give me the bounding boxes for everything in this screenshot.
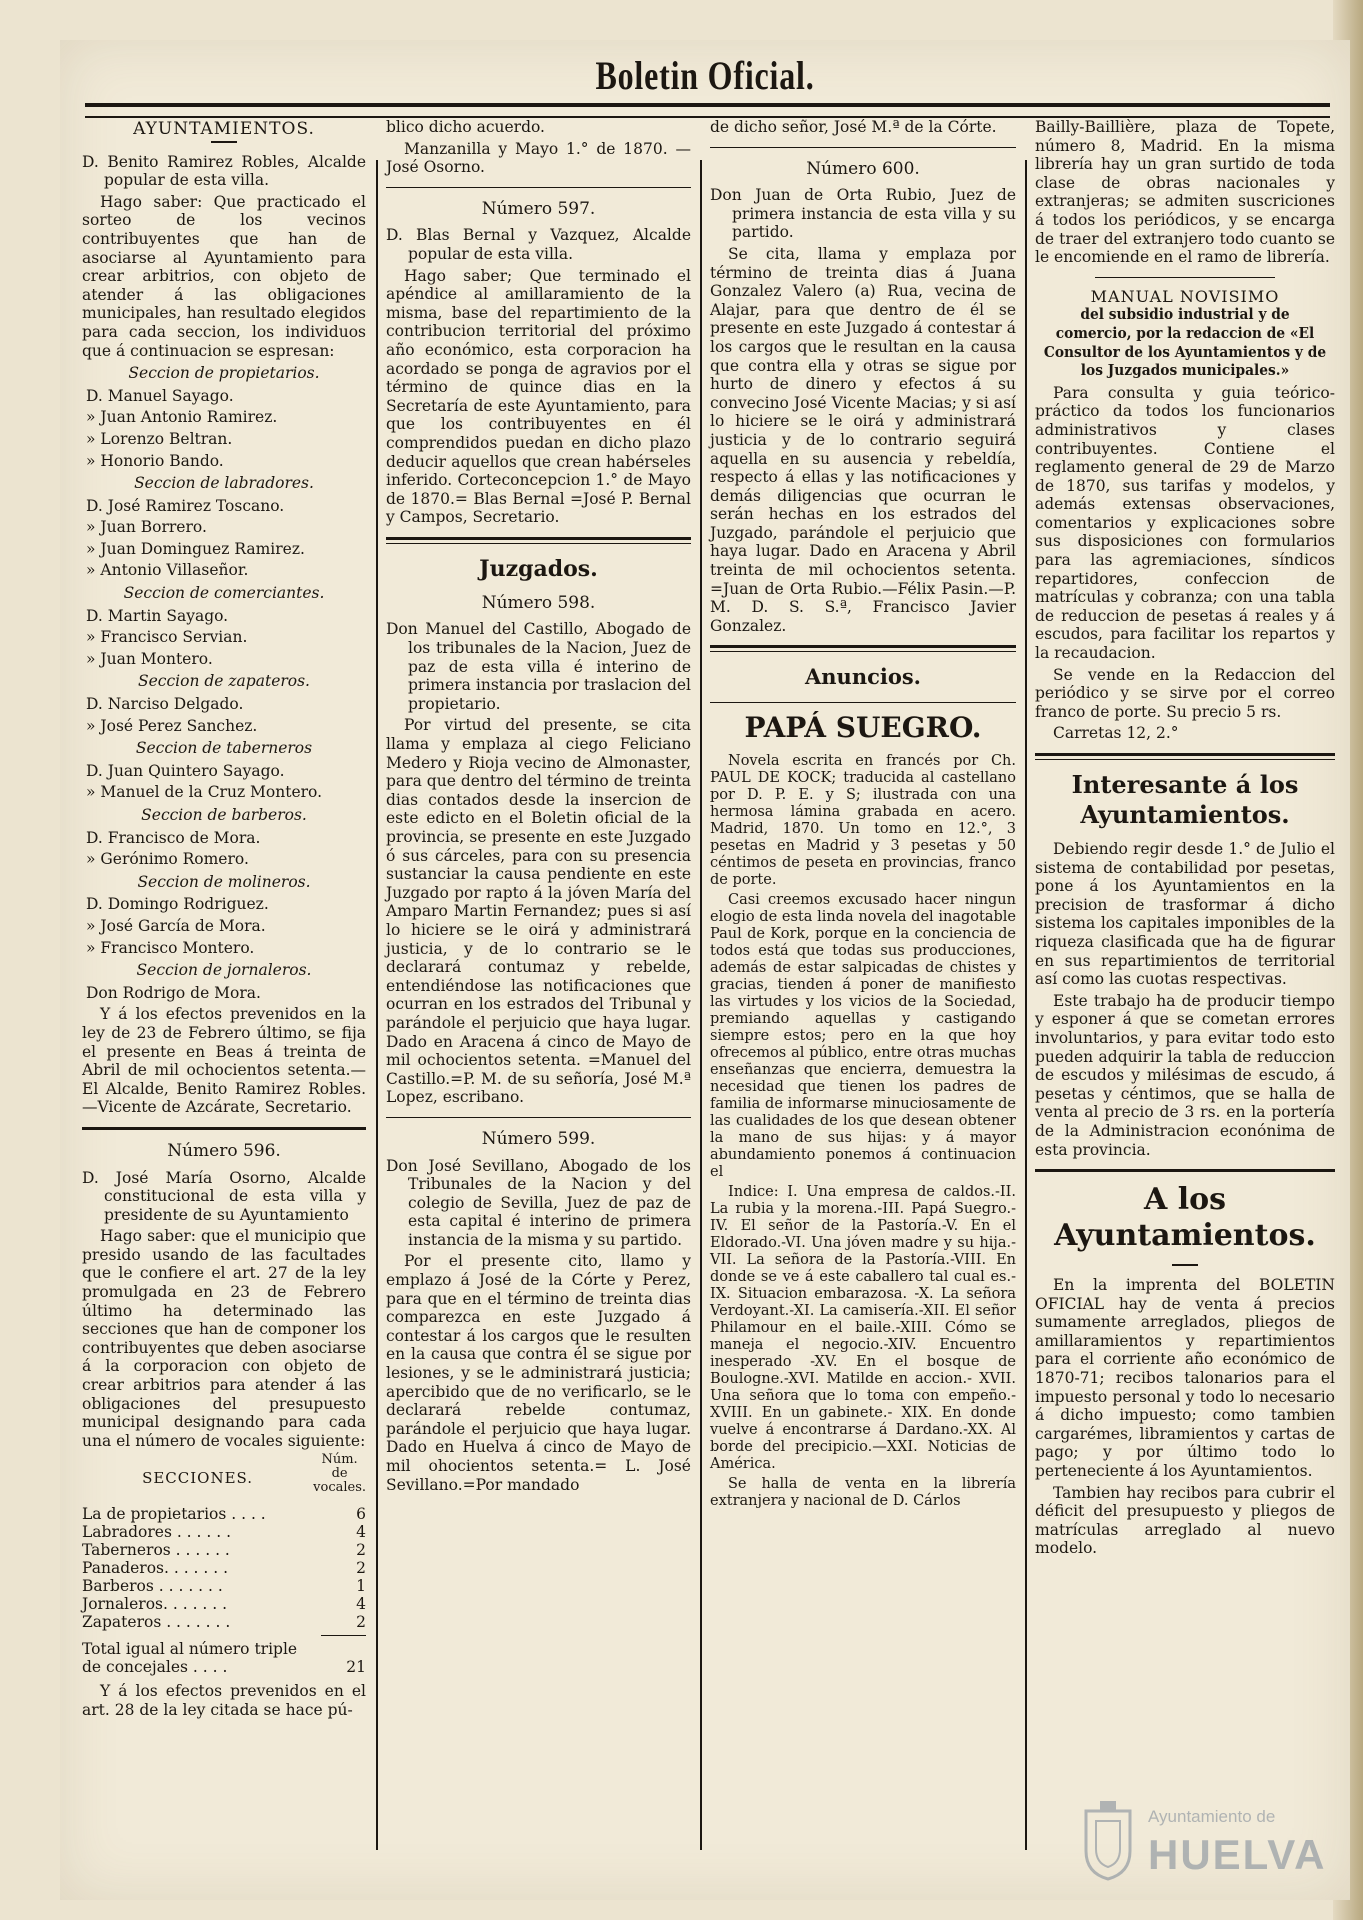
section-title: Seccion de labradores.: [134, 474, 314, 493]
divider: [211, 141, 237, 143]
masthead: Boletin Oficial.: [595, 53, 815, 98]
ad-subtitle: del subsidio industrial y de comercio, por la redaccion de «El Consultor de los Ayuntamientos y de los Juzgados municipales.»: [1043, 306, 1327, 380]
list-item: » Francisco Montero.: [86, 938, 255, 957]
column-3: [710, 118, 1016, 1513]
ad-title: PAPÁ SUEGRO.: [744, 711, 982, 745]
ad-index: Indice: I. Una empresa de caldos.-II. La rubia y la morena.-III. Papá Suegro.-IV. El señor de la Pastoría.-V. En el Eldorado.-VI. Una jóven madre y su hija.-VII. La señora de la Pastoría.-VIII. En donde se ve á este caballero tal cual es.-IX. Situacion embarazosa. -X. La señora Verdoyant.-XI. La camisería.-XII. El señor Philamour en el baile.-XIII. Cómo se maneja el negocio.-XIV. Encuentro inesperado -XV. En el bosque de Boulogne.-XVI. Matilde en accion.- XVII. Una señora que lo toma con empeño.-XVIII. En un gabinete.- XIX. En donde vuelve á encontrarse á Dardano.-XX. Al borde del precipicio.—XXI. Noticias de América.: [710, 1184, 1016, 1473]
section-heading-juzgados: Juzgados.: [479, 555, 598, 582]
notice-body: Y á los efectos prevenidos en el art. 28 de la ley citada se hace pú-: [82, 1682, 366, 1719]
notice-body: blico dicho acuerdo.: [386, 118, 545, 136]
list-item: » José García de Mora.: [86, 916, 266, 935]
row-value: 6: [356, 1505, 366, 1524]
notice-body: Por virtud del presente, se cita llama y emplaza al ciego Feliciano Medero y Rioja vecino de Almonaster, para que dentro del término de treinta dias contados desde la insercion de este edicto en el Boletin oficial de la provincia, se presente en este Juzgado ó sus cárceles, para con su presencia sustanciar la causa pendiente en este Juzgado por rapto á la jóven María del Amparo Martin Fernandez; pues si así lo hiciere se le oirá y administrará justicia, y de lo contrario se le declarará contumaz y rebelde, entendiéndose las notificaciones que ocurran en los estrados del Tribunal y parándole el perjuicio que haya lugar. Dado en Aracena á cinco de Mayo de mil ochocientos setenta. =Manuel del Castillo.=P. M. de su señoría, José M.ª Lopez, escribano.: [386, 716, 691, 1107]
table-header-sections: SECCIONES.: [142, 1469, 254, 1488]
list-item: » Juan Borrero.: [86, 518, 207, 537]
column-rule-1: [376, 160, 378, 1850]
notice-number: Número 597.: [481, 198, 596, 219]
list-item: D. Narciso Delgado.: [86, 695, 244, 714]
notice-body: Se cita, llama y emplaza por término de treinta dias á Juana Gonzalez Valero (a) Rua, vecina de Alajar, para que dentro de él se presente en este Juzgado á contestar á los cargos que le resultan en la causa que contra ella y otras se sigue por hurto de dinero y efectos á su convecino José Vicente Macias; y si así lo hiciere se le oirá y administrará justicia y de lo contrario seguirá aquella en su ausencia y rebeldía, respecto á ellas y las notificaciones y demás diligencias que ocurran le serán hechas en los estrados del Juzgado, parándole el perjuicio que haya lugar. Dado en Aracena y Abril treinta de mil ochocientos setenta. =Juan de Orta Rubio.—Félix Pasin.—P. M. D. S. S.ª, Francisco Javier Gonzalez.: [710, 244, 1016, 635]
vocales-table: [82, 1453, 366, 1676]
notice-date: Manzanilla y Mayo 1.° de 1870. —José Osorno.: [386, 139, 691, 177]
masthead-rule: [85, 103, 1330, 118]
ad-body: Para consulta y guia teórico-práctico da todos los funcionarios administrativos y clases contribuyentes. Contiene el reglamento general de 29 de Marzo de 1870, sus tarifas y modelos, y además extensas observaciones, comentarios y explicaciones sobre sus disposiciones con formularios para las agremiaciones, síndicos repartidores, confeccion de matrículas y cobranza; con una tabla de reduccion de pesetas á reales y á escudos, para facilitar los repartos y la recaudacion.: [1035, 383, 1335, 663]
list-item: » Juan Antonio Ramirez.: [86, 408, 278, 427]
section-title: Seccion de barberos.: [141, 806, 307, 824]
divider: [386, 187, 691, 188]
divider: [1095, 277, 1275, 278]
row-label: La de propietarios . . . .: [82, 1505, 266, 1524]
section-title: Seccion de molineros.: [137, 872, 311, 891]
section-heading: AYUNTAMIENTOS.: [133, 119, 315, 139]
ad-address: Carretas 12, 2.°: [1053, 724, 1179, 743]
notice-body: Hago saber; Que terminado el apéndice al amillaramiento de la misma, base del repartimiento de la contribucion territorial del próximo año económico, esta corporacion ha acordado se ponga de agravios por el término de quince dias en la Secretaría de este Ayuntamiento, para que los contribuyentes en él comprendidos puedan en dicho plazo deducir aquellos que crean habérseles inferido. Corteconcepcion 1.° de Mayo de 1870.= Blas Bernal =José P. Bernal y Campos, Secretario.: [386, 266, 691, 527]
table-row: [82, 1577, 366, 1595]
archive-watermark: [1078, 1795, 1327, 1890]
list-item: D. Francisco de Mora.: [86, 828, 261, 847]
ad-title: Interesante á los Ayuntamientos.: [1071, 770, 1299, 829]
ad-body: Se vende en la Redaccion del periódico y se sirve por el correo franco de porte. Su precio 5 rs.: [1035, 665, 1335, 721]
list-item: D. Martin Sayago.: [86, 606, 229, 625]
table-row: [82, 1505, 366, 1523]
divider: [1035, 753, 1335, 760]
section-heading-anuncios: Anuncios.: [804, 664, 921, 690]
section-title: Seccion de zapateros.: [138, 672, 310, 691]
row-label: Taberneros . . . . . .: [82, 1541, 230, 1560]
notice-number: Número 598.: [481, 592, 596, 613]
notice-intro: Don Manuel del Castillo, Abogado de los tribunales de la Nacion, Juez de paz de esta villa é interino de primera instancia por traslacion del propietario.: [386, 620, 691, 713]
divider: [386, 1117, 691, 1118]
list-item: » Francisco Servian.: [86, 628, 248, 647]
divider: [386, 537, 691, 544]
watermark-line2: HUELVA: [1148, 1831, 1327, 1878]
ad-body: Este trabajo ha de producir tiempo y esponer á que se cometan errores involuntarios, y para evitar todo esto pueden adquirir la tabla de reduccion de escudos y milésimas de escudo, á pesetas y céntimos, que se halla de venta al precio de 3 rs. en la portería de la Administracion econónima de esta provincia.: [1035, 991, 1335, 1159]
divider: [710, 702, 1016, 703]
notice-intro: Don José Sevillano, Abogado de los Tribunales de la Nacion y del colegio de Sevilla, Juez de paz de esta capital é interino de primera instancia de la misma y su partido.: [386, 1156, 691, 1249]
notice-number: Número 596.: [167, 1140, 281, 1161]
row-value: 2: [356, 1541, 366, 1560]
row-value: 2: [356, 1559, 366, 1578]
row-label: Labradores . . . . . .: [82, 1523, 232, 1542]
row-value: 4: [356, 1595, 366, 1614]
ad-body: En la imprenta del BOLETIN OFICIAL hay de venta á precios sumamente arreglados, pliegos de amillaramientos y repartimientos para el corriente año económico de 1870-71; recibos talonarios para el impuesto personal y todo lo necesario á dicho impuesto; como tambien cargarémes, libramientos y cartas de pago; y por último todo lo perteneciente á los Ayuntamientos.: [1035, 1276, 1335, 1481]
table-row: [82, 1523, 366, 1541]
notice-body: Hago saber: Que practicado el sorteo de los vecinos contribuyentes que han de asociarse al Ayuntamiento para crear arbitrios, con objeto de atender á las obligaciones municipales, han resultado elegidos para cada seccion, los individuos que á continuacion se espresan:: [82, 192, 366, 360]
table-total: [82, 1640, 366, 1676]
ad-body: Se halla de venta en la librería extranjera y nacional de D. Cárlos: [710, 1476, 1016, 1510]
ad-body: Bailly-Baillière, plaza de Topete, número 8, Madrid. En la misma librería hay un gran surtido de toda clase de obras nacionales y extranjeras; se admiten suscriciones á todos los periódicos, y se encarga de traer del extranjero todo cuanto se le encomiende en el ramo de librería.: [1035, 118, 1335, 267]
section-title: Seccion de jornaleros.: [136, 961, 312, 980]
list-item: D. José Ramirez Toscano.: [86, 496, 285, 515]
notice-body: Hago saber: que el municipio que presido usando de las facultades que le confiere el art. 27 de la ley promulgada en 23 de Febrero último ha determinado las secciones que han de componer los contribuyentes que deben asociarse á la corporacion con objeto de crear arbitrios para atender á las obligaciones del presupuesto municipal designando para cada una el número de vocales siguiente:: [82, 1227, 366, 1450]
notice-intro: D. José María Osorno, Alcalde constitucional de esta villa y presidente de su Ayuntamiento: [82, 1168, 366, 1224]
row-value: 1: [356, 1577, 366, 1596]
row-value: 2: [356, 1613, 366, 1632]
list-item: Don Rodrigo de Mora.: [86, 983, 261, 1002]
notice-intro: D. Benito Ramirez Robles, Alcalde popular de esta villa.: [82, 152, 366, 190]
divider: [710, 645, 1016, 652]
ad-body: Tambien hay recibos para cubrir el déficit del presupuesto y pliegos de matrículas arreglado al nuevo modelo.: [1035, 1483, 1335, 1558]
ad-body: Casi creemos excusado hacer ningun elogio de esta linda novela del inagotable Paul de Kork, porque en la conciencia de todos está que todas sus producciones, además de estar salpicadas de chistes y gracias, tienden á poner de manifiesto las virtudes y los vicios de la Sociedad, premiando aquellas y castigando siempre estos; pero en la que hoy ofrecemos al público, entre otras muchas enseñanzas que encierra, demuestra la necesidad que tienen los padres de familia de informarse minuciosamente de las cualidades de los que desean obtener la mano de sus hijas: y á mayor abundamiento ponemos á continuacion el: [710, 892, 1016, 1181]
notice-number: Número 600.: [806, 158, 920, 179]
list-item: » Honorio Bando.: [86, 451, 224, 470]
notice-body: Por el presente cito, llamo y emplazo á José de la Córte y Perez, para que en el término de treinta dias comparezca en este Juzgado á contestar á los cargos que le resulten en la causa que contra él se sigue por lesiones, y se le administrará justicia; apercibido que de no verificarlo, se le declarará rebelde contumaz, parándole el perjuicio que haya lugar. Dado en Huelva á cinco de Mayo de mil ohocientos setenta.= L. José Sevillano.=Por mandado: [386, 1252, 691, 1494]
total-label: Total igual al número triple de concejales . . . .: [82, 1640, 298, 1677]
row-label: Panaderos. . . . . . .: [82, 1559, 229, 1578]
list-item: D. Juan Quintero Sayago.: [86, 761, 285, 780]
list-item: » Lorenzo Beltran.: [86, 429, 233, 448]
section-title: Seccion de comerciantes.: [123, 584, 325, 603]
divider: [1172, 1264, 1198, 1266]
column-rule-2: [700, 160, 702, 1850]
row-label: Barberos . . . . . . .: [82, 1577, 223, 1596]
list-item: » Juan Montero.: [86, 649, 213, 668]
list-item: D. Manuel Sayago.: [86, 386, 234, 405]
column-4: [1035, 118, 1335, 1561]
ad-body: Debiendo regir desde 1.° de Julio el sistema de contabilidad por pesetas, pone á los Ayuntamientos en la precision de trasformar á dicho sistema los capitales imponibles de la riqueza clasificada que ha de figurar en sus repartimientos de territorial así como las cuotas respectivas.: [1035, 840, 1335, 989]
ad-title: A los Ayuntamientos.: [1054, 1182, 1316, 1254]
column-2: [386, 118, 691, 1497]
total-value: 21: [346, 1658, 366, 1677]
list-item: » Antonio Villaseñor.: [86, 561, 249, 580]
divider: [82, 1127, 366, 1130]
notice-intro: Don Juan de Orta Rubio, Juez de primera instancia de esta villa y su partido.: [710, 186, 1016, 242]
ad-title: MANUAL NOVISIMO: [1090, 286, 1280, 306]
row-label: Jornaleros. . . . . . .: [82, 1595, 228, 1614]
list-item: » Gerónimo Romero.: [86, 850, 249, 869]
row-label: Zapateros . . . . . . .: [82, 1613, 231, 1632]
table-row: [82, 1559, 366, 1577]
column-1: [82, 118, 366, 1723]
coat-of-arms-icon: [1078, 1801, 1138, 1881]
newspaper-page: [60, 40, 1350, 1900]
list-item: » Juan Dominguez Ramirez.: [86, 539, 305, 558]
notice-body: de dicho señor, José M.ª de la Córte.: [710, 118, 997, 136]
notice-number: Número 599.: [481, 1128, 596, 1149]
ad-body: Novela escrita en francés por Ch. PAUL DE KOCK; traducida al castellano por D. P. E. y S; ilustrada con una hermosa lámina grabada en acero. Madrid, 1870. Un tomo en 12.°, 3 pesetas en Madrid y 3 pesetas y 50 céntimos de peseta en provincias, franco de porte.: [710, 753, 1016, 889]
notice-closing: Y á los efectos prevenidos en la ley de 23 de Febrero último, se fija el presente en Beas á treinta de Abril de mil ochocientos setenta.— El Alcalde, Benito Ramirez Robles. —Vicente de Azcárate, Secretario.: [82, 1005, 366, 1117]
column-rule-3: [1025, 160, 1027, 1850]
list-item: » José Perez Sanchez.: [86, 716, 258, 735]
row-value: 4: [356, 1523, 366, 1542]
watermark-line1: Ayuntamiento de: [1148, 1807, 1276, 1826]
list-item: D. Domingo Rodriguez.: [86, 895, 269, 914]
list-item: » Manuel de la Cruz Montero.: [86, 783, 323, 802]
section-title: Seccion de propietarios.: [128, 364, 320, 383]
divider: [1035, 1169, 1335, 1172]
table-header-num: Núm. de vocales.: [313, 1452, 367, 1496]
table-row: [82, 1613, 366, 1631]
divider: [710, 147, 1016, 148]
section-title: Seccion de taberneros: [135, 739, 313, 758]
table-row: [82, 1595, 366, 1613]
table-row: [82, 1541, 366, 1559]
notice-intro: D. Blas Bernal y Vazquez, Alcalde popular de esta villa.: [386, 226, 691, 263]
